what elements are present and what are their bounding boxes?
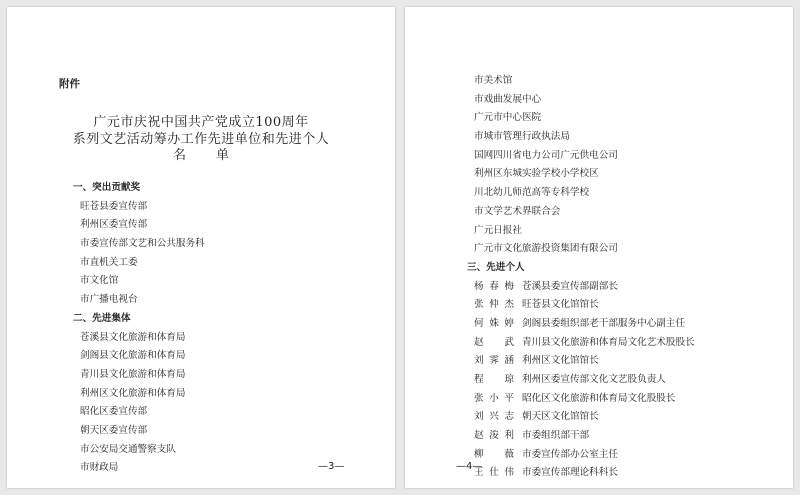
person-name: 刘霁涵 bbox=[474, 355, 514, 367]
list-item: 市公安局交通警察支队 bbox=[80, 443, 176, 455]
list-item: 市财政局 bbox=[80, 462, 119, 474]
list-item: 广元日报社 bbox=[474, 224, 522, 236]
person-name: 柳薇 bbox=[474, 448, 514, 460]
person-row bbox=[467, 427, 695, 446]
section-heading-advanced-individuals: 三、先进个人 bbox=[467, 261, 525, 273]
person-row bbox=[467, 334, 695, 353]
awards-list-left bbox=[73, 179, 205, 478]
list-item: 朝天区委宣传部 bbox=[80, 424, 148, 436]
person-title: 苍溪县委宣传部副部长 bbox=[522, 280, 618, 292]
list-item: 青川县文化旅游和体育局 bbox=[80, 368, 186, 380]
list-item: 利州区文化旅游和体育局 bbox=[80, 387, 186, 399]
list-item: 广元市中心医院 bbox=[474, 112, 542, 124]
person-name: 张小平 bbox=[474, 392, 514, 404]
document-title-line-3: 名单 bbox=[172, 148, 259, 163]
page-number: —4— bbox=[456, 461, 483, 472]
person-row bbox=[467, 408, 695, 427]
list-item: 市委宣传部文艺和公共服务科 bbox=[80, 238, 205, 250]
person-name: 程琼 bbox=[474, 374, 514, 385]
list-item: 国网四川省电力公司广元供电公司 bbox=[474, 149, 618, 161]
person-name: 赵浚利 bbox=[474, 430, 514, 442]
person-name: 赵武 bbox=[474, 336, 514, 348]
annex-label: 附件 bbox=[59, 78, 80, 90]
list-item: 市城市管理行政执法局 bbox=[474, 131, 570, 143]
section-heading-outstanding-contribution: 一、突出贡献奖 bbox=[73, 182, 141, 193]
person-row bbox=[467, 352, 695, 371]
page-number: —3— bbox=[318, 461, 345, 472]
person-row bbox=[467, 315, 695, 334]
list-item: 昭化区委宣传部 bbox=[80, 406, 148, 418]
person-title: 剑阁县委组织部老干部服务中心副主任 bbox=[522, 317, 686, 329]
person-row bbox=[467, 446, 695, 465]
list-item: 川北幼儿师范高等专科学校 bbox=[474, 187, 590, 199]
person-row bbox=[467, 371, 695, 390]
person-title: 青川县文化旅游和体育局文化艺术股股长 bbox=[522, 336, 695, 348]
person-name: 王仕伟 bbox=[474, 467, 514, 479]
person-name: 刘兴志 bbox=[474, 411, 514, 423]
person-name: 杨春梅 bbox=[474, 280, 514, 292]
person-title: 市委组织部干部 bbox=[522, 430, 590, 442]
list-item: 苍溪县文化旅游和体育局 bbox=[80, 331, 186, 343]
person-title: 市委宣传部办公室主任 bbox=[522, 448, 618, 460]
document-title-line-2: 系列文艺活动筹办工作先进单位和先进个人 bbox=[72, 132, 330, 147]
list-item: 市直机关工委 bbox=[80, 256, 138, 268]
list-item: 旺苍县委宣传部 bbox=[80, 200, 148, 212]
person-title: 市委宣传部理论科科长 bbox=[522, 467, 618, 479]
list-item: 剑阁县文化旅游和体育局 bbox=[80, 350, 186, 362]
list-item: 市文化馆 bbox=[80, 275, 119, 287]
person-row bbox=[467, 296, 695, 315]
awards-list-right bbox=[467, 72, 695, 483]
person-name: 张仲杰 bbox=[474, 299, 514, 311]
person-row bbox=[467, 278, 695, 297]
person-name: 何姝婷 bbox=[474, 317, 514, 329]
document-page-left bbox=[7, 7, 395, 488]
person-title: 朝天区文化馆馆长 bbox=[522, 411, 599, 423]
section-heading-advanced-collectives: 二、先进集体 bbox=[73, 312, 131, 324]
document-page-right bbox=[405, 7, 793, 488]
person-row bbox=[467, 390, 695, 409]
list-item: 市美术馆 bbox=[474, 75, 513, 86]
list-item: 利州区委宣传部 bbox=[80, 219, 148, 231]
list-item: 市广播电视台 bbox=[80, 294, 138, 306]
person-title: 利州区文化馆馆长 bbox=[522, 355, 599, 367]
person-row bbox=[467, 464, 695, 483]
person-title: 旺苍县文化馆馆长 bbox=[522, 299, 599, 311]
list-item: 利州区东城实验学校小学校区 bbox=[474, 168, 599, 180]
person-title: 利州区委宣传部文化文艺股负责人 bbox=[522, 374, 666, 385]
list-item: 市文学艺术界联合会 bbox=[474, 205, 561, 217]
list-item: 市戏曲发展中心 bbox=[474, 93, 542, 105]
document-title-line-1: 广元市庆祝中国共产党成立100周年 bbox=[93, 115, 309, 130]
list-item: 广元市文化旅游投资集团有限公司 bbox=[474, 243, 618, 255]
person-title: 昭化区文化旅游和体育局文化股股长 bbox=[522, 392, 676, 404]
